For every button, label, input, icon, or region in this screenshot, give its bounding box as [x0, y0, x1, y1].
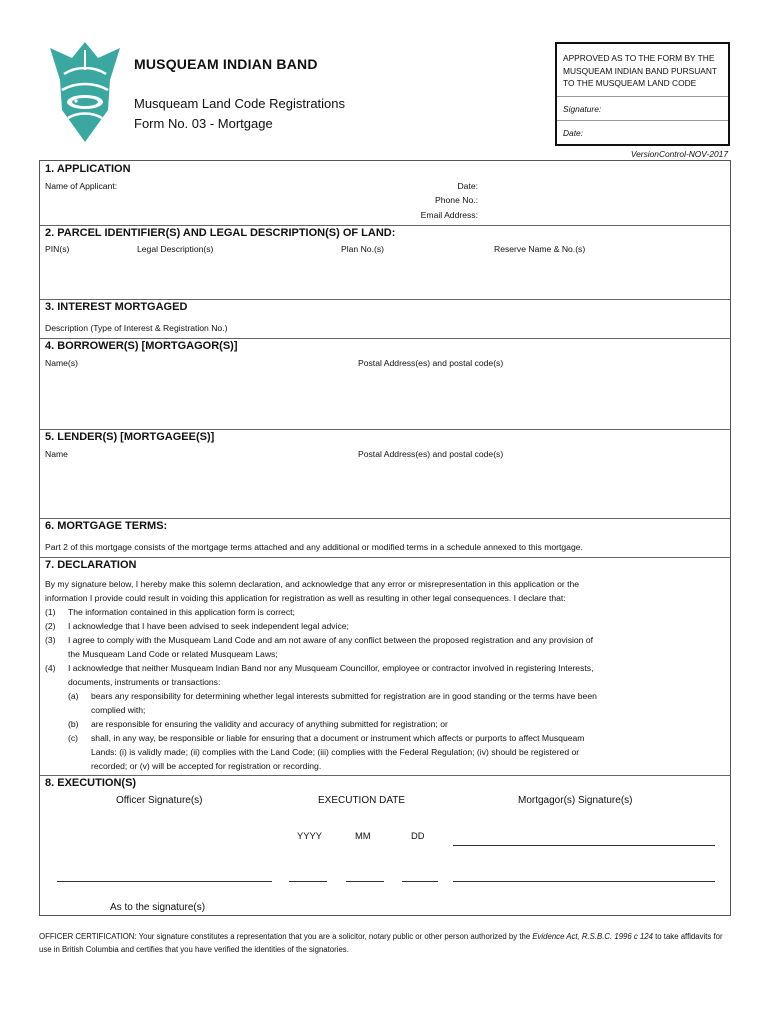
form-number: Form No. 03 - Mortgage — [134, 116, 273, 131]
reserve-name-field[interactable]: Reserve Name & No.(s) — [494, 244, 586, 254]
declaration-intro: By my signature below, I hereby make this solemn declaration, and acknowledge that any error or misrepresentation in this application or the — [45, 579, 580, 589]
lender-postal-field[interactable]: Postal Address(es) and postal code(s) — [358, 449, 504, 459]
borrower-names-field[interactable]: Name(s) — [45, 358, 78, 368]
declaration-subitem: bears any responsibility for determining whether legal interests submitted for registration are in good standing or the terms have been — [91, 691, 597, 701]
declaration-subitem: recorded; or (v) will be accepted for registration or recording. — [91, 761, 322, 771]
approval-box — [555, 42, 730, 146]
pin-field[interactable]: PIN(s) — [45, 244, 70, 254]
version-control: VersionControl-NOV-2017 — [630, 149, 728, 159]
divider — [40, 557, 730, 558]
musqueam-logo — [46, 40, 124, 144]
section-interest-title: 3. INTEREST MORTGAGED — [45, 301, 188, 313]
month-label: MM — [355, 830, 371, 841]
declaration-subitem-letter: (a) — [68, 691, 79, 701]
officer-certification — [39, 930, 729, 956]
approval-signature-label: Signature: — [563, 104, 602, 114]
form-body — [39, 160, 731, 916]
certification-text: OFFICER CERTIFICATION: Your signature constitutes a representation that you are a solicitor, notary public or other person authorized by the — [39, 932, 533, 941]
declaration-item: I acknowledge that I have been advised to seek independent legal advice; — [68, 621, 349, 631]
legal-description-field[interactable]: Legal Description(s) — [137, 244, 214, 254]
declaration-item: The information contained in this application form is correct; — [68, 607, 295, 617]
declaration-item: I agree to comply with the Musqueam Land Code and am not aware of any conflict between the proposed registration and any provision of — [68, 635, 594, 645]
execution-date-label: EXECUTION DATE — [318, 795, 406, 806]
as-to-signature-label: As to the signature(s) — [110, 902, 206, 913]
phone-field[interactable]: Phone No.: — [435, 195, 478, 205]
form-subtitle: Musqueam Land Code Registrations — [134, 96, 346, 111]
officer-signature-line[interactable] — [57, 881, 272, 882]
declaration-intro: information I provide could result in voiding this application for registration as well as resulting in other legal consequences. I declare that: — [45, 593, 566, 603]
interest-description-field[interactable]: Description (Type of Interest & Registration No.) — [45, 323, 228, 333]
section-parcel-title: 2. PARCEL IDENTIFIER(S) AND LEGAL DESCRIPTION(S) OF LAND: — [45, 227, 396, 239]
year-line[interactable] — [289, 881, 327, 882]
declaration-item-number: (1) — [45, 607, 56, 617]
borrower-postal-field[interactable]: Postal Address(es) and postal code(s) — [358, 358, 504, 368]
year-label: YYYY — [297, 830, 323, 841]
mortgagor-signature-line-2[interactable] — [453, 881, 715, 882]
declaration-subitem: are responsible for ensuring the validity and accuracy of anything submitted for registration; or — [91, 719, 448, 729]
section-lender-title: 5. LENDER(S) [MORTGAGEE(S)] — [45, 431, 215, 443]
mortgagor-signature-label: Mortgagor(s) Signature(s) — [518, 795, 633, 806]
section-borrower-title: 4. BORROWER(S) [MORTGAGOR(S)] — [45, 340, 238, 352]
applicant-name-field[interactable]: Name of Applicant: — [45, 181, 118, 191]
declaration-subitem: complied with; — [91, 705, 146, 715]
section-execution-title: 8. EXECUTION(S) — [45, 777, 137, 789]
divider — [40, 775, 730, 776]
divider — [557, 96, 728, 97]
arrowhead-fish-emblem-icon — [46, 40, 124, 144]
declaration-subitem: shall, in any way, be responsible or liable for ensuring that a document or instrument which affects or purports to affect Musqueam — [91, 733, 585, 743]
declaration-item: I acknowledge that neither Musqueam Indian Band nor any Musqueam Councillor, employee or contractor involved in registering Interests, — [68, 663, 594, 673]
section-declaration-title: 7. DECLARATION — [45, 559, 137, 571]
terms-text: Part 2 of this mortgage consists of the mortgage terms attached and any additional or modified terms in a schedule annexed to this mortgage. — [45, 542, 583, 552]
declaration-item: documents, instruments or transactions: — [68, 677, 221, 687]
declaration-item-number: (4) — [45, 663, 56, 673]
approval-date-label: Date: — [563, 128, 584, 138]
declaration-item-number: (3) — [45, 635, 56, 645]
section-terms-title: 6. MORTGAGE TERMS: — [45, 520, 168, 532]
lender-name-field[interactable]: Name — [45, 449, 68, 459]
day-line[interactable] — [402, 881, 438, 882]
mortgagor-signature-line-1[interactable] — [453, 845, 715, 846]
divider — [40, 429, 730, 430]
divider — [40, 338, 730, 339]
org-name: MUSQUEAM INDIAN BAND — [134, 56, 318, 72]
plan-number-field[interactable]: Plan No.(s) — [341, 244, 384, 254]
section-application-title: 1. APPLICATION — [45, 163, 131, 175]
declaration-subitem-letter: (b) — [68, 719, 79, 729]
officer-signature-label: Officer Signature(s) — [116, 795, 203, 806]
divider — [40, 518, 730, 519]
evidence-act-citation: Evidence Act, R.S.B.C. 1996 c 124 — [532, 932, 653, 941]
declaration-subitem: Lands: (i) is validly made; (ii) complies with the Land Code; (iii) complies with the Federal Regulation; (iv) should be registered or — [91, 747, 580, 757]
email-field[interactable]: Email Address: — [420, 210, 478, 220]
declaration-subitem-letter: (c) — [68, 733, 79, 743]
divider — [40, 225, 730, 226]
divider — [557, 120, 728, 121]
month-line[interactable] — [346, 881, 384, 882]
day-label: DD — [411, 830, 425, 841]
declaration-item: the Musqueam Land Code or related Musqueam Laws; — [68, 649, 278, 659]
divider — [40, 299, 730, 300]
approval-text: APPROVED AS TO THE FORM BY THE MUSQUEAM INDIAN BAND PURSUANT TO THE MUSQUEAM LAND CODE — [563, 53, 717, 88]
date-field[interactable]: Date: — [457, 181, 478, 191]
declaration-item-number: (2) — [45, 621, 56, 631]
certification-text: to take affidavits for use in British Columbia and certifies that you have verified the identities of the signatories. — [39, 932, 723, 954]
